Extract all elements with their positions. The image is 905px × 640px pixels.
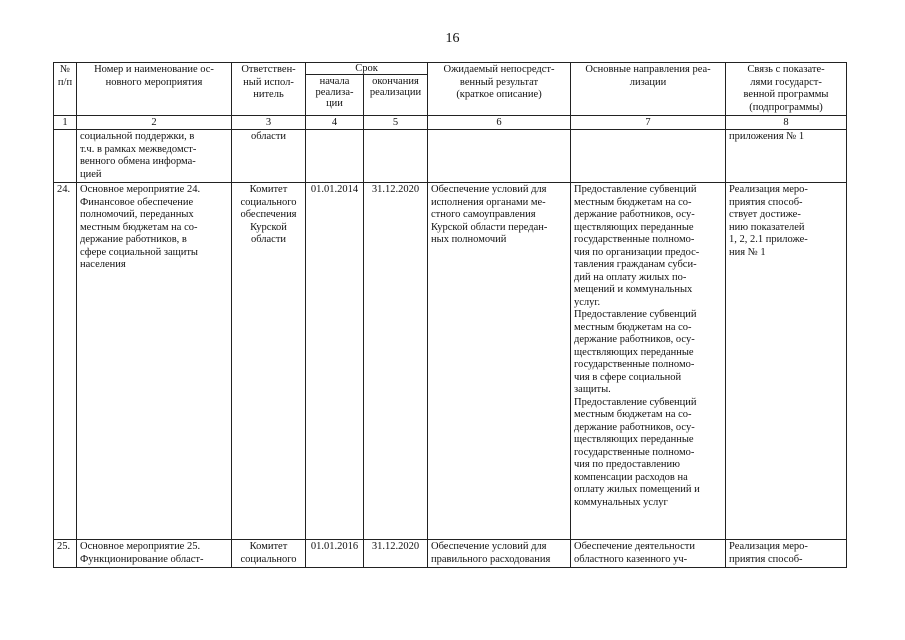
header-directions: Основные направления реа- лизации (571, 63, 726, 116)
row-result (428, 130, 571, 183)
column-number: 4 (306, 116, 364, 130)
row-executor: Комитет социального (232, 540, 306, 568)
column-number: 3 (232, 116, 306, 130)
row-end: 31.12.2020 (364, 183, 428, 540)
row-start: 01.01.2014 (306, 183, 364, 540)
column-number: 7 (571, 116, 726, 130)
column-number: 6 (428, 116, 571, 130)
row-result: Обеспечение условий для исполнения органами ме- стного самоуправления Курской области передан- ных полномочий (428, 183, 571, 540)
row-link: Реализация меро- приятия способ- ствует достиже- нию показателей 1, 2, 2.1 приложе- ния № 1 (726, 183, 847, 540)
header-link: Связь с показате- лями государст- венной программы (подпрограммы) (726, 63, 847, 116)
row-name: социальной поддержки, в т.ч. в рамках межведомст- венного обмена информа- цией (77, 130, 232, 183)
table-row (54, 183, 847, 540)
table-row (54, 540, 847, 568)
header-row-1 (54, 63, 847, 75)
column-number: 8 (726, 116, 847, 130)
page-number: 16 (445, 31, 460, 46)
table-row (54, 130, 847, 183)
header-term: Срок (306, 63, 428, 75)
row-num: 24. (54, 183, 77, 540)
row-num: 25. (54, 540, 77, 568)
header-executor: Ответствен- ный испол- нитель (232, 63, 306, 116)
header-term-start: начала реализа- ции (306, 75, 364, 116)
row-num (54, 130, 77, 183)
header-num: № п/п (54, 63, 77, 116)
row-link: Реализация меро- приятия способ- (726, 540, 847, 568)
row-directions: Предоставление субвенций местным бюджетам на со- держание работников, осу- ществляющих переданные государственные полномо- чия по организации предос- тавления гражданам субси- дий на оплату жилых по- мещений и коммунальных услуг. Предоставление субвенций местным бюджетам на со- держание работников, осу- ществляющих переданные государственные полномо- чия в сфере социальной защиты. Предоставление субвенций местным бюджетам на со- держание работников, осу- ществляющих переданные государственные полномо- чия по предоставлению компенсации расходов на оплату жилых помещений и коммунальных услуг (571, 183, 726, 540)
row-directions: Обеспечение деятельности областного казенного уч- (571, 540, 726, 568)
row-link: приложения № 1 (726, 130, 847, 183)
column-number: 1 (54, 116, 77, 130)
column-number: 5 (364, 116, 428, 130)
header-result: Ожидаемый непосредст- венный результат (краткое описание) (428, 63, 571, 116)
events-table (53, 62, 847, 568)
row-name: Основное мероприятие 25. Функционирование област- (77, 540, 232, 568)
row-name: Основное мероприятие 24. Финансовое обеспечение полномочий, переданных местным бюджетам на со- держание работников, в сфере социальной защиты населения (77, 183, 232, 540)
column-number: 2 (77, 116, 232, 130)
header-name: Номер и наименование ос- новного мероприятия (77, 63, 232, 116)
row-executor: Комитет социального обеспечения Курской области (232, 183, 306, 540)
row-directions (571, 130, 726, 183)
row-start: 01.01.2016 (306, 540, 364, 568)
row-result: Обеспечение условий для правильного расходования (428, 540, 571, 568)
row-executor: области (232, 130, 306, 183)
header-term-end: окончания реализации (364, 75, 428, 116)
row-end (364, 130, 428, 183)
row-start (306, 130, 364, 183)
row-end: 31.12.2020 (364, 540, 428, 568)
column-number-row (54, 116, 847, 130)
